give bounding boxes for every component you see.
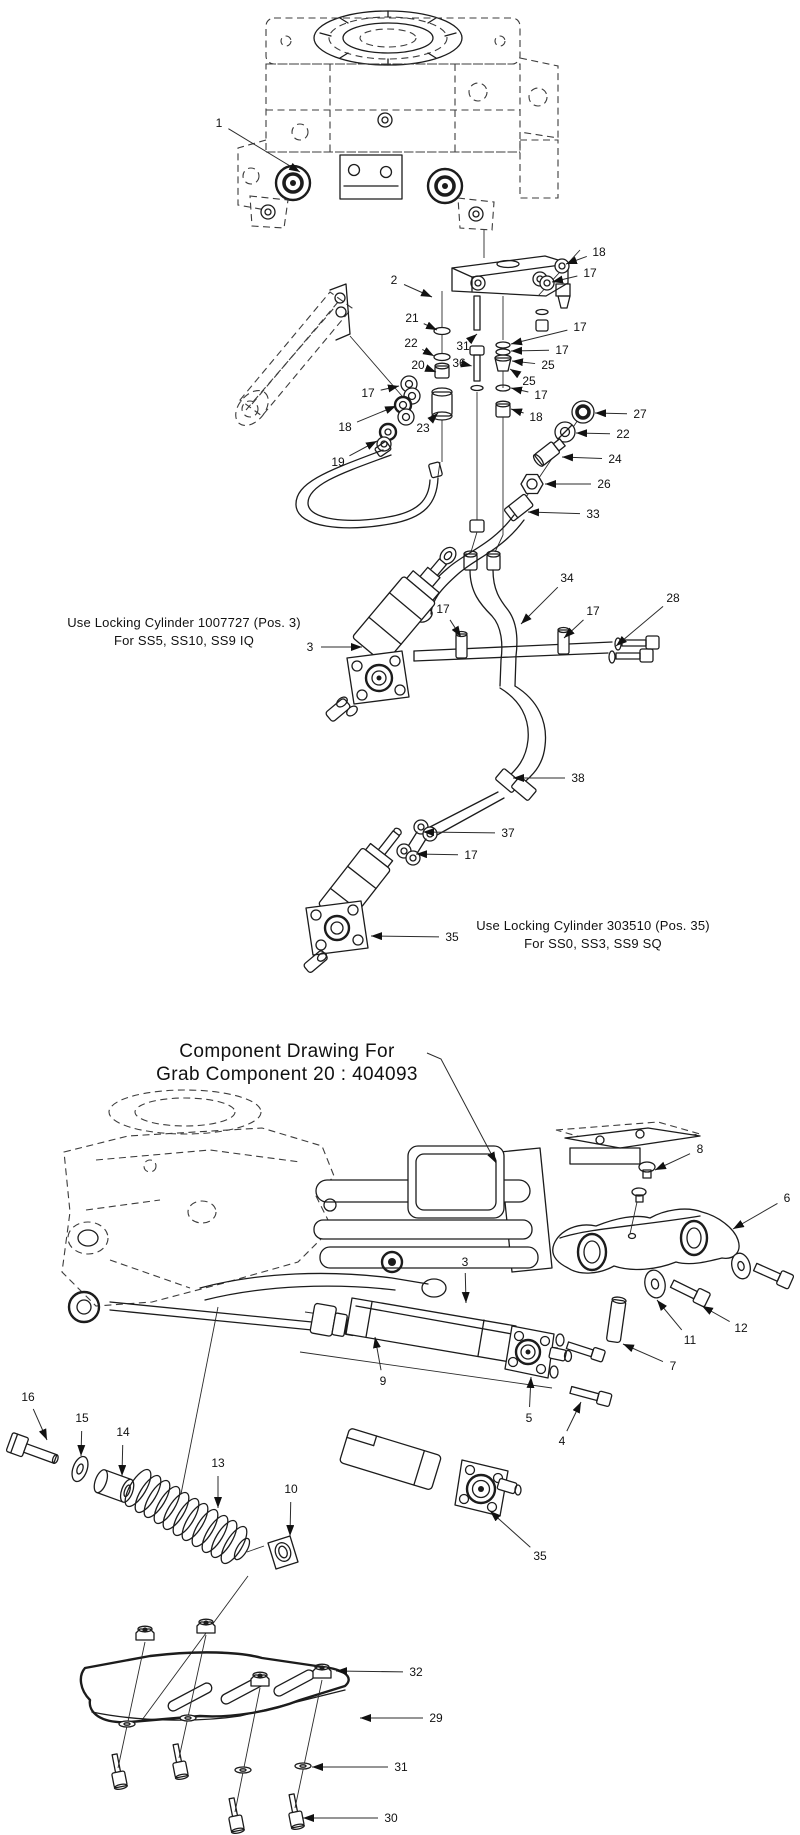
callout-label-20: 20 [411, 358, 425, 372]
callout-leader [528, 512, 580, 514]
callout-label-2: 2 [390, 273, 398, 287]
callout-leader [566, 256, 587, 264]
cylinder-35-bottom [339, 1428, 521, 1516]
callout-leader [562, 457, 602, 459]
tie-rod-28-with-clamps [414, 628, 659, 664]
grab-jaw-frame [314, 1146, 552, 1272]
callout-leader [657, 1300, 682, 1330]
callout-label-23: 23 [416, 421, 430, 435]
note-line: For SS5, SS10, SS9 IQ [113, 632, 255, 648]
note-line: Use Locking Cylinder 1007727 (Pos. 3) [67, 615, 301, 630]
pipes-38-37 [397, 686, 546, 865]
locking-cylinder-35-top [303, 818, 414, 973]
callout-leader [404, 284, 432, 297]
callout-label-18: 18 [592, 245, 606, 259]
callout-label-18: 18 [529, 410, 543, 424]
callout-leader [564, 620, 583, 638]
callout-label-17: 17 [436, 602, 450, 616]
callout-label-5: 5 [525, 1411, 533, 1425]
callout-leader [510, 369, 518, 374]
callout-leader [357, 406, 396, 422]
callout-label-21: 21 [405, 311, 419, 325]
callout-label-3: 3 [306, 640, 314, 654]
callout-leader [228, 129, 300, 172]
callout-leader [521, 587, 558, 624]
hose-19 [296, 441, 443, 528]
callout-label-17: 17 [573, 320, 587, 334]
callout-label-17: 17 [361, 386, 375, 400]
callout-leader [424, 324, 437, 330]
callout-label-14: 14 [116, 1425, 130, 1439]
callout-label-15: 15 [75, 1411, 89, 1425]
callout-label-8: 8 [696, 1142, 704, 1156]
hoses-34 [464, 551, 517, 686]
callout-leader [567, 1402, 581, 1431]
callout-label-38: 38 [571, 771, 585, 785]
note-line: Use Locking Cylinder 303510 (Pos. 35) [476, 918, 710, 933]
callout-leader [81, 1431, 82, 1456]
callout-label-31: 31 [456, 339, 470, 353]
callout-label-3: 3 [461, 1255, 469, 1269]
callout-leader [512, 361, 535, 364]
note-locking-cylinder-1007727 [62, 614, 306, 649]
callout-leader [511, 409, 524, 413]
link-arm-6 [553, 1209, 794, 1289]
rotator-assembly-context [238, 11, 558, 258]
callout-label-26: 26 [597, 477, 611, 491]
callout-label-28: 28 [666, 591, 680, 605]
coil-spring-13 [120, 1466, 252, 1567]
bolt-16-washer-15-bushing-14-spring-13-plate-10 [6, 1307, 298, 1720]
callout-label-32: 32 [409, 1665, 423, 1679]
callout-leader [655, 1154, 690, 1170]
callout-label-17: 17 [583, 266, 597, 280]
callout-label-17: 17 [534, 388, 548, 402]
wear-plate-29-assembly [81, 1619, 349, 1834]
callout-leader [511, 350, 549, 351]
callout-label-11: 11 [683, 1333, 697, 1347]
callout-leader [336, 1671, 403, 1672]
callout-layer [21, 116, 790, 1825]
callout-label-31: 31 [394, 1760, 408, 1774]
callout-label-22: 22 [404, 336, 418, 350]
callout-leader [422, 349, 434, 356]
callout-label-22: 22 [616, 427, 630, 441]
banjo-washers-cluster [377, 376, 420, 451]
callout-leader [702, 1306, 730, 1322]
drawing-title [136, 1040, 438, 1086]
callout-label-13: 13 [211, 1456, 225, 1470]
callout-leader [375, 1337, 381, 1370]
callout-leader [473, 334, 477, 338]
callout-leader [371, 936, 439, 937]
callout-label-17: 17 [555, 343, 569, 357]
callout-leader [416, 854, 458, 855]
callout-label-24: 24 [608, 452, 622, 466]
callout-label-1: 1 [215, 116, 223, 130]
callout-label-6: 6 [783, 1191, 791, 1205]
callout-label-19: 19 [331, 455, 345, 469]
boom-arm-context [229, 284, 402, 432]
callout-leader [490, 1511, 530, 1547]
callout-leader [465, 1273, 466, 1303]
callout-label-29: 29 [429, 1711, 443, 1725]
callout-leader [290, 1502, 291, 1536]
callout-label-4: 4 [558, 1434, 566, 1448]
callout-label-36: 36 [452, 356, 466, 370]
callout-label-7: 7 [669, 1359, 677, 1373]
callout-leader [530, 1377, 531, 1407]
callout-leader [33, 1409, 47, 1440]
callout-label-33: 33 [586, 507, 600, 521]
bolts-30 [108, 1743, 304, 1834]
callout-leader [576, 433, 610, 434]
callout-leader [511, 330, 567, 344]
title-line: Component Drawing For [179, 1041, 395, 1062]
washers-31 [119, 1715, 311, 1773]
valve-block-2 [452, 250, 580, 308]
callout-label-25: 25 [522, 374, 536, 388]
callout-label-35: 35 [445, 930, 459, 944]
callout-label-27: 27 [633, 407, 647, 421]
note-line: For SS0, SS3, SS9 SQ [524, 935, 662, 951]
callout-leader [595, 413, 627, 414]
callout-label-17: 17 [586, 604, 600, 618]
callout-label-34: 34 [560, 571, 574, 585]
callout-label-37: 37 [501, 826, 515, 840]
callout-label-17: 17 [464, 848, 478, 862]
callout-leader [122, 1445, 123, 1476]
note-locking-cylinder-303510 [470, 917, 716, 952]
callout-label-25: 25 [541, 358, 555, 372]
callout-leader [511, 388, 528, 392]
callout-leader [623, 1344, 663, 1362]
callout-label-18: 18 [338, 420, 352, 434]
callout-label-10: 10 [284, 1482, 298, 1496]
locking-cylinder-3 [325, 535, 470, 722]
callout-leader [733, 1203, 777, 1229]
title-line: Grab Component 20 : 404093 [156, 1064, 418, 1085]
callout-label-16: 16 [21, 1390, 35, 1404]
callout-label-35: 35 [533, 1549, 547, 1563]
callout-label-30: 30 [384, 1811, 398, 1825]
washer-11-bolt-12-pin-7 [606, 1268, 710, 1343]
callout-label-9: 9 [379, 1374, 387, 1388]
callout-label-12: 12 [734, 1321, 748, 1335]
